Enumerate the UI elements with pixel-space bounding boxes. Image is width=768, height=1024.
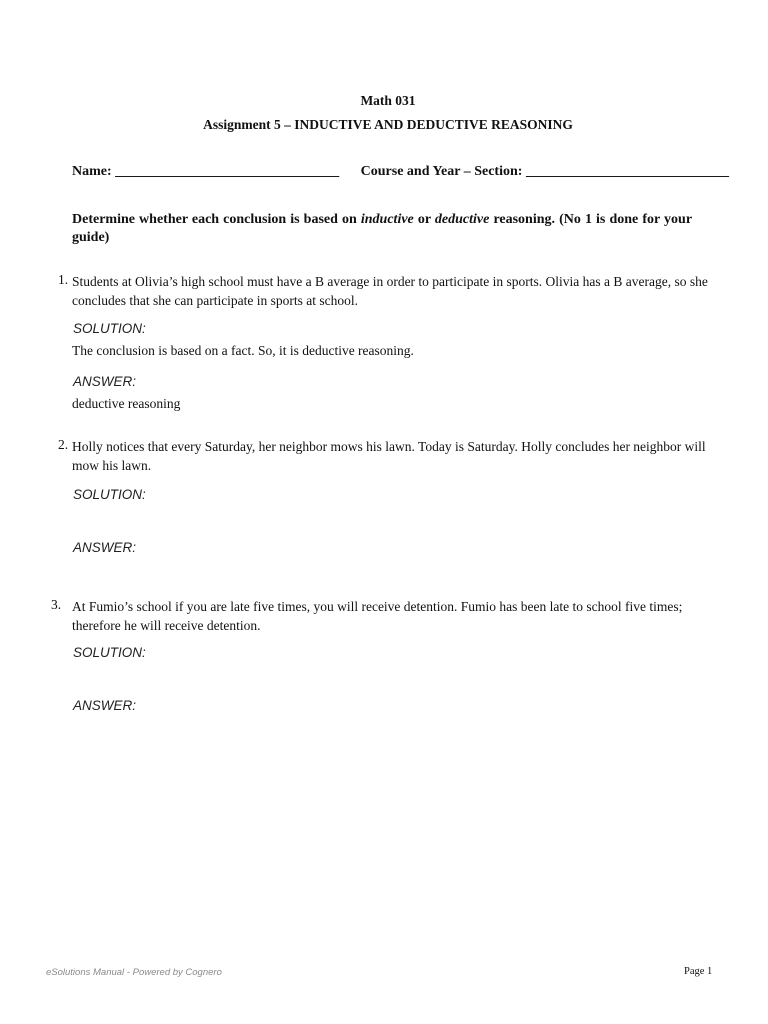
course-section-label: Course and Year – Section:: [360, 164, 523, 179]
question-number: 2.: [58, 437, 69, 452]
answer-label: ANSWER:: [73, 374, 137, 389]
instructions: [72, 211, 692, 247]
question-number: 1.: [58, 272, 69, 287]
page-number: Page 1: [684, 966, 713, 977]
solution-label: SOLUTION:: [73, 645, 146, 660]
solution-label: SOLUTION:: [73, 487, 146, 502]
question-number: 3.: [51, 597, 62, 612]
instructions-or: or: [417, 212, 431, 227]
instructions-deductive: deductive: [434, 212, 490, 227]
course-section-blank: _____________________________: [525, 164, 729, 179]
name-blank: ________________________________: [115, 164, 340, 179]
name-course-row: [72, 164, 729, 180]
footer-source: eSolutions Manual - Powered by Cognero: [46, 967, 222, 978]
question-text: At Fumio’s school if you are late five times, you will receive detention. Fumio has been late to school five times; therefore he will receive detention.: [72, 599, 683, 633]
solution-text: The conclusion is based on a fact. So, it is deductive reasoning.: [72, 343, 414, 358]
name-label: Name:: [72, 164, 112, 179]
assignment-title: Assignment 5 – INDUCTIVE AND DEDUCTIVE REASONING: [203, 117, 573, 132]
course-title: Math 031: [360, 93, 416, 108]
answer-label: ANSWER:: [73, 698, 137, 713]
answer-label: ANSWER:: [73, 540, 137, 555]
question-text: Holly notices that every Saturday, her neighbor mows his lawn. Today is Saturday. Holly concludes her neighbor will mow his lawn.: [72, 439, 706, 473]
instructions-inductive: inductive: [360, 212, 414, 227]
instructions-post: reasoning. (No 1 is done for your guide): [72, 212, 693, 245]
answer-text: deductive reasoning: [72, 396, 181, 411]
solution-label: SOLUTION:: [73, 321, 146, 336]
question-text: Students at Olivia’s high school must have a B average in order to participate in sports. Olivia has a B average, so she concludes that she can participate in sports at school.: [72, 274, 708, 308]
instructions-pre: Determine whether each conclusion is based on: [72, 212, 357, 227]
